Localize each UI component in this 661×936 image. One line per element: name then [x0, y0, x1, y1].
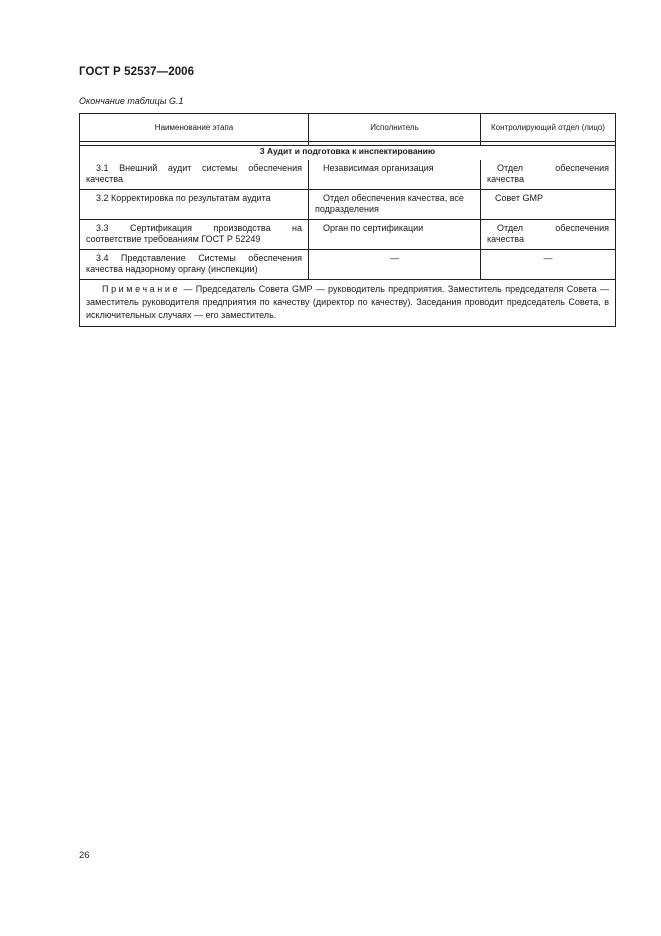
stage-cell: 3.3 Сертификация производства на соответствие требованиям ГОСТ Р 52249 [80, 220, 309, 250]
page-number: 26 [79, 850, 90, 861]
table-row [80, 220, 616, 250]
column-header-stage: Наименование этапа [80, 114, 309, 142]
controller-cell: — [481, 250, 616, 280]
controller-cell: Совет GMP [481, 190, 616, 220]
controller-text-part: качества [487, 234, 524, 244]
controller-cell [481, 160, 616, 190]
section-title: 3 Аудит и подготовка к инспектированию [80, 146, 616, 161]
note-label: Примечание [102, 284, 181, 294]
stage-cell: 3.2 Корректировка по результатам аудита [80, 190, 309, 220]
controller-text-part: Отдел [497, 223, 524, 233]
table-note [80, 280, 616, 327]
table-row [80, 250, 616, 280]
table-caption: Окончание таблицы G.1 [79, 96, 184, 106]
executor-cell: — [309, 250, 481, 280]
controller-text-part: Отдел [497, 163, 524, 173]
controller-text-part: обеспечения [555, 223, 609, 233]
stage-cell: 3.4 Представление Системы обеспечения качества надзорному органу (инспекции) [80, 250, 309, 280]
executor-cell: Отдел обеспечения качества, все подразделения [309, 190, 481, 220]
table-header-row [80, 114, 616, 142]
column-header-executor: Исполнитель [309, 114, 481, 142]
table-row [80, 190, 616, 220]
executor-cell: Орган по сертификации [309, 220, 481, 250]
column-header-controller: Контролирующий отдел (лицо) [481, 114, 616, 142]
controller-text-part: качества [487, 174, 524, 184]
executor-cell: Независимая организация [309, 160, 481, 190]
controller-cell [481, 220, 616, 250]
stage-cell: 3.1 Внешний аудит системы обеспечения качества [80, 160, 309, 190]
note-text: — Председатель Совета GMP — руководитель предприятия. Заместитель председателя Совета — заместитель руководителя предприятия по качеству (директор по качеству). Заседания проводит председатель Совета, в исключительных случаях — его заместитель. [86, 284, 609, 320]
document-code: ГОСТ Р 52537—2006 [79, 66, 195, 78]
controller-text-part: обеспечения [555, 163, 609, 173]
section-row [80, 146, 616, 161]
table-row [80, 160, 616, 190]
stages-table [79, 113, 616, 327]
table-note-row [80, 280, 616, 327]
